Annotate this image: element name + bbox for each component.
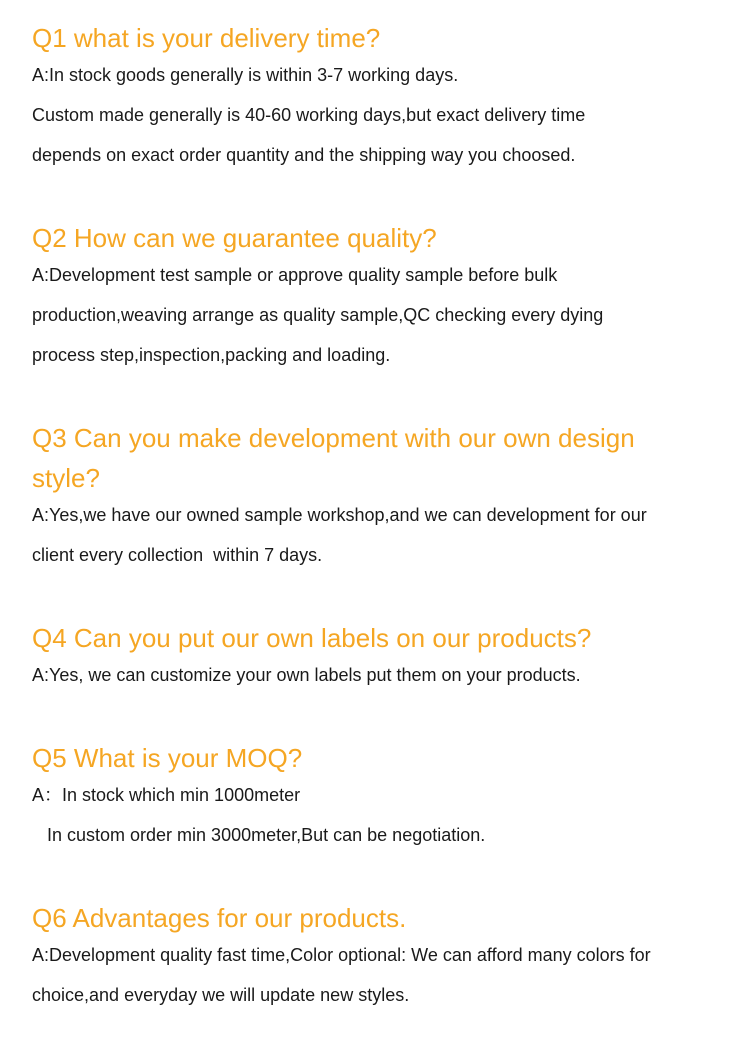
faq-answer-6-line-2: choice,and everyday we will update new styles. bbox=[32, 985, 410, 1005]
faq-answer-2-line-1: A:Development test sample or approve quality sample before bulk bbox=[32, 265, 558, 285]
faq-answer-1-line-2: Custom made generally is 40-60 working days,but exact delivery time bbox=[32, 105, 586, 125]
faq-question-5: Q5 What is your MOQ? bbox=[32, 743, 303, 773]
faq-question-3-line-2: style? bbox=[32, 463, 100, 493]
faq-answer-4-line-1: A:Yes, we can customize your own labels put them on your products. bbox=[32, 665, 581, 685]
faq-answer-3-line-1: A:Yes,we have our owned sample workshop,and we can development for our bbox=[32, 505, 647, 525]
faq-question-2: Q2 How can we guarantee quality? bbox=[32, 223, 437, 253]
faq-answer-3-line-2: client every collection within 7 days. bbox=[32, 545, 323, 565]
faq-answer-1-line-3: depends on exact order quantity and the shipping way you choosed. bbox=[32, 145, 576, 165]
faq-answer-5-line-1: A：In stock which min 1000meter bbox=[32, 785, 301, 805]
faq-question-4: Q4 Can you put our own labels on our products? bbox=[32, 623, 592, 653]
faq-answer-2-line-2: production,weaving arrange as quality sample,QC checking every dying bbox=[32, 305, 604, 325]
faq-question-6: Q6 Advantages for our products. bbox=[32, 903, 407, 933]
faq-question-3-line-1: Q3 Can you make development with our own design bbox=[32, 423, 635, 453]
faq-answer-1-line-1: A:In stock goods generally is within 3-7 working days. bbox=[32, 65, 459, 85]
faq-answer-2-line-3: process step,inspection,packing and loading. bbox=[32, 345, 391, 365]
faq-answer-6-line-1: A:Development quality fast time,Color optional: We can afford many colors for bbox=[32, 945, 651, 965]
faq-answer-5-line-2: In custom order min 3000meter,But can be negotiation. bbox=[47, 825, 486, 845]
faq-question-1: Q1 what is your delivery time? bbox=[32, 23, 381, 53]
